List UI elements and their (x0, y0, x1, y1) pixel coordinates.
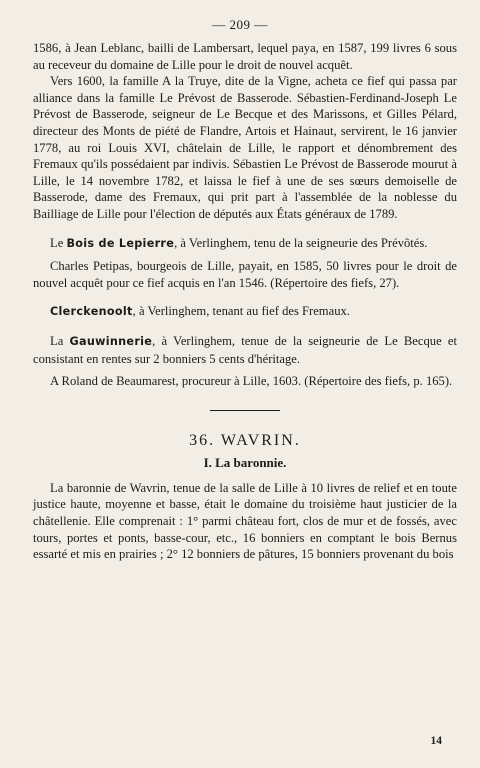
section-heading: 36. WAVRIN. (189, 431, 301, 449)
paragraph-text: , à Verlinghem, tenu de la seigneurie des Prévôtés. (174, 235, 428, 250)
fief-name-clerckenoolt: Clerckenoolt (50, 305, 133, 319)
signature-mark: 14 (430, 735, 442, 747)
paragraph-gauwinnerie (33, 333, 457, 367)
paragraph-prefix: La (50, 333, 70, 348)
paragraph-petipas: Charles Petipas, bourgeois de Lille, payait, en 1585, 50 livres pour le droit de nouvel acquêt pour ce fief acquis en l'an 1546. (Répertoire des fiefs, 27). (33, 259, 457, 290)
text-body (33, 40, 457, 563)
paragraph-prefix: Le (50, 235, 67, 250)
paragraph-text: , à Verlinghem, tenue de la seigneurie de Le Becque et consistant en rentes sur 2 bonniers 5 cents d'héritage. (33, 333, 457, 366)
paragraph-continuation: 1586, à Jean Leblanc, bailli de Lambersart, lequel paya, en 1587, 199 livres 6 sous au receveur du domaine de Lille pour le droit de nouvel acquêt. (33, 41, 457, 72)
paragraph-bois-de-lepierre (33, 235, 457, 253)
paragraph-beaumarest: A Roland de Beaumarest, procureur à Lille, 1603. (Répertoire des fiefs, p. 165). (50, 374, 453, 389)
paragraph-text: , à Verlinghem, tenant au fief des Fremaux. (132, 304, 350, 319)
page-number: — 209 — (212, 17, 268, 32)
fief-name-gauwinnerie: Gauwinnerie (69, 334, 153, 348)
paragraph-clerckenoolt (33, 303, 457, 321)
paragraph-baronnie: La baronnie de Wavrin, tenue de la salle de Lille à 10 livres de relief et en toute justice haute, moyenne et basse, était le domaine du troisième haut justicier de la châtellenie. Elle comprenait : 1° parmi château fort, clos de mur et de fossés, avec tours, portes et ponts, basse-cour, etc., 16 bonniers en comptant le bois Bernus essarté et mis en prairies ; 2° 12 bonniers de pâtures, 15 bonniers provenant du bois (33, 480, 457, 562)
paragraph-family-history: Vers 1600, la famille A la Truye, dite de la Vigne, acheta ce fief qui passa par alliance dans la famille Le Prévost de Basserode. Sébastien-Ferdinand-Joseph Le Prévost de Basserode, seigneur de Le Becque et des Marissons, et Gilles Pélard, directeur des Monts de piété de Flandre, Artois et Hainaut, servirent, le 16 janvier 1778, au roi Louis XVI, châtelain de Lille, le rapport et dénombrement des Fremaux qu'ils possédaient par indivis. Sébastien Le Prévost de Basserode mourut à Lille, le 14 novembre 1782, et laissa le fief à une de ses sœurs demoiselle de Basserode, dame des Fremaux, qui prit part à l'assemblée de la noblesse du Bailliage de Lille pour l'élection de députés aux États généraux de 1789. (33, 74, 457, 221)
sub-heading: I. La baronnie. (203, 455, 287, 471)
section-divider (210, 410, 280, 411)
fief-name-bois-de-lepierre: Bois de Lepierre (66, 236, 175, 250)
